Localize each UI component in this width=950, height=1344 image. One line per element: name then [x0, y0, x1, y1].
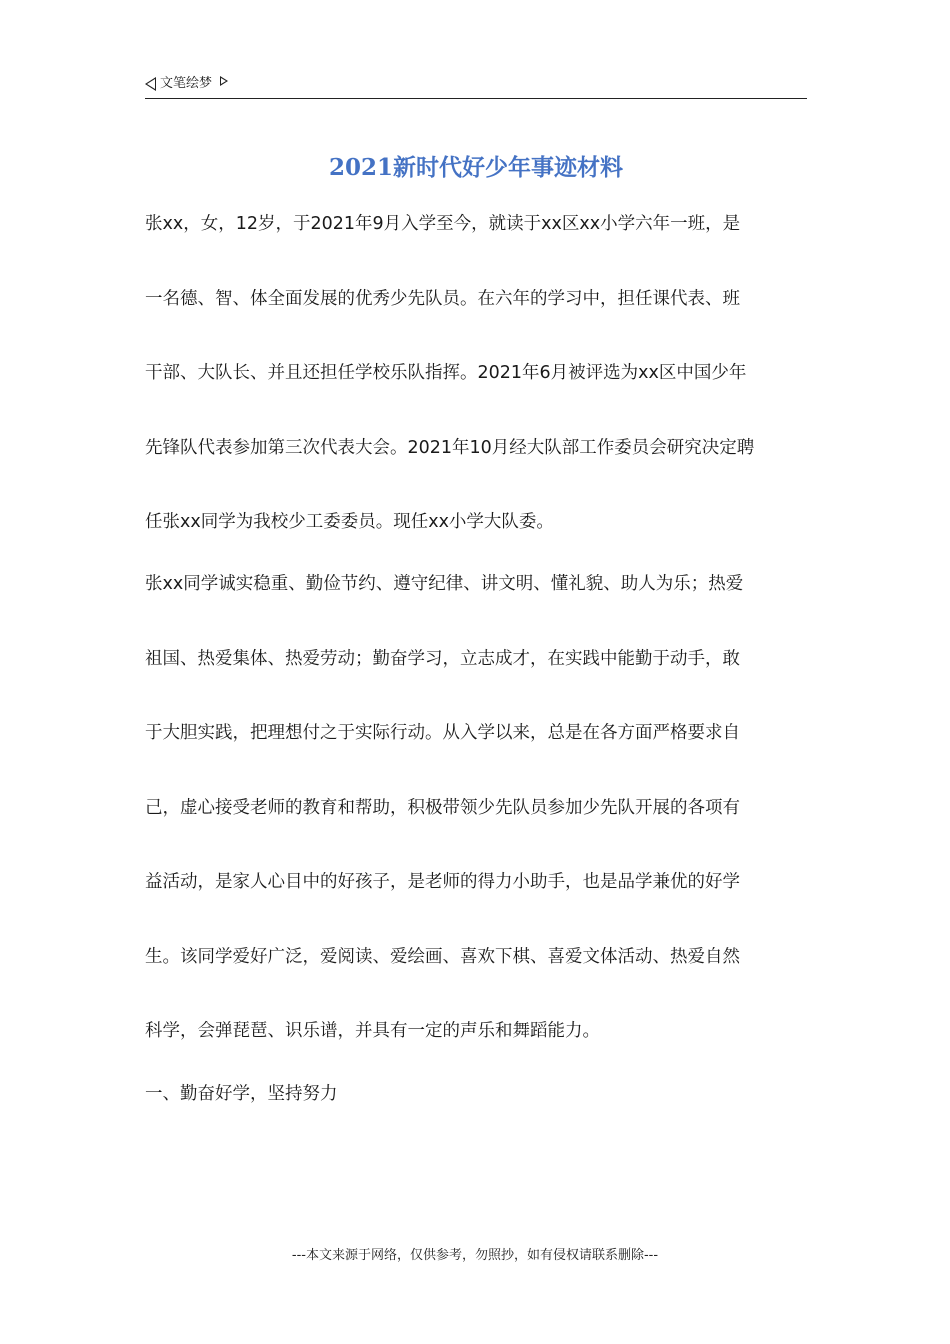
footer-disclaimer: ---本文来源于网络，仅供参考，勿照抄，如有侵权请联系删除---	[291, 1248, 659, 1263]
section-heading: 一、勤奋好学，坚持努力	[145, 1084, 338, 1104]
document-title: 2021新时代好少年事迹材料	[328, 154, 623, 181]
paragraph-line: 一名德、智、体全面发展的优秀少先队员。在六年的学习中，担任课代表、班	[145, 288, 740, 309]
paragraph-line: 任张xx同学为我校少工委委员。现任xx小学大队委。	[145, 512, 554, 532]
header-brand: 文笔绘梦	[160, 76, 213, 91]
page-header	[145, 72, 807, 99]
paragraph-line: 益活动，是家人心目中的好孩子，是老师的得力小助手，也是品学兼优的好学	[145, 872, 740, 892]
paragraph-line: 张xx，女，12岁，于2021年9月入学至今，就读于xx区xx小学六年一班，是	[145, 214, 741, 234]
paragraph-line: 干部、大队长、并且还担任学校乐队指挥。2021年6月被评选为xx区中国少年	[145, 363, 747, 383]
paragraph-line: 己，虚心接受老师的教育和帮助，积极带领少先队员参加少先队开展的各项有	[145, 797, 740, 818]
paragraph-line: 张xx同学诚实稳重、勤俭节约、遵守纪律、讲文明、懂礼貌、助人为乐；热爱	[145, 574, 744, 594]
paragraph-line: 科学，会弹琵琶、识乐谱，并具有一定的声乐和舞蹈能力。	[145, 1021, 600, 1041]
triangle-right-icon	[220, 76, 228, 86]
paragraph-line: 先锋队代表参加第三次代表大会。2021年10月经大队部工作委员会研究决定聘	[145, 437, 755, 458]
paragraph-2	[145, 547, 809, 1069]
paragraph-line: 祖国、热爱集体、热爱劳动；勤奋学习，立志成才，在实践中能勤于动手，敢	[145, 648, 740, 669]
header-brand-row	[145, 74, 228, 94]
triangle-left-icon	[145, 77, 156, 91]
paragraph-1	[145, 187, 809, 560]
paragraph-line: 生。该同学爱好广泛，爱阅读、爱绘画、喜欢下棋、喜爱文体活动、热爱自然	[145, 946, 740, 967]
paragraph-line: 于大胆实践，把理想付之于实际行动。从入学以来，总是在各方面严格要求自	[145, 723, 740, 743]
